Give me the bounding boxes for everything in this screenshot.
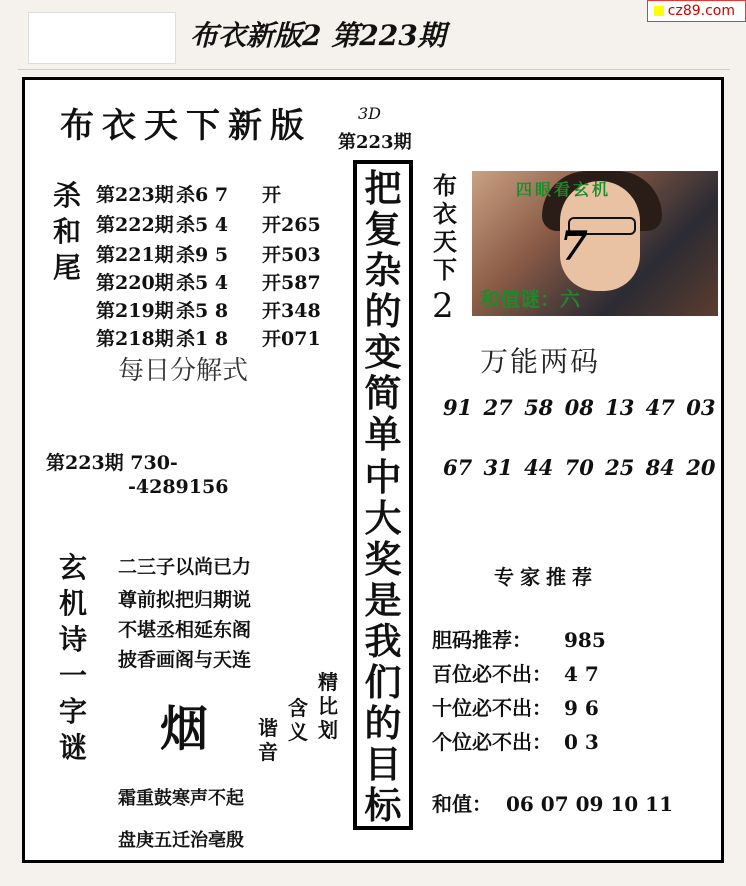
- kill-row: 第220期 杀5 4 开587: [96, 272, 321, 294]
- slogan-char: 单: [364, 412, 402, 456]
- stat-row: 胆码推荐： 985: [432, 628, 606, 652]
- site-badge[interactable]: [647, 0, 746, 22]
- kill-row: 第221期 杀9 5 开503: [96, 244, 321, 266]
- site-name: cz89.com: [667, 3, 735, 19]
- slogan-char: 的: [364, 289, 402, 333]
- stat-row: 百位必不出： 4 7: [432, 662, 599, 686]
- divider: [18, 69, 730, 70]
- poem-label: 玄机诗一字谜: [58, 551, 87, 764]
- title-superscript: 3D: [358, 104, 382, 123]
- two-code-title: 万能两码: [480, 345, 601, 378]
- expert-title: 专家推荐: [494, 565, 598, 589]
- header-logo-box: [28, 12, 176, 64]
- stat-row: 十位必不出： 9 6: [432, 696, 599, 720]
- photo-hint: 和值谜：六: [480, 287, 580, 311]
- slogan-char: 奖: [364, 537, 402, 581]
- site-square-icon: [654, 6, 664, 16]
- decomp-line: 第223期 730-: [46, 452, 178, 474]
- issue-label: 第223期: [338, 132, 412, 153]
- slogan-char: 大: [364, 496, 402, 540]
- photo-number: 7: [560, 223, 588, 270]
- decomp-line: -4289156: [128, 476, 229, 498]
- photo-panel: [472, 171, 718, 316]
- slogan-char: 把: [364, 166, 402, 210]
- slogan-char: 简: [364, 371, 402, 415]
- slogan-char: 们: [364, 660, 402, 704]
- slogan-char: 标: [364, 783, 402, 827]
- poem-line: 二三子以尚已力: [118, 556, 252, 578]
- kill-row: 第222期 杀5 4 开265: [96, 214, 321, 236]
- side-number: 2: [432, 286, 454, 326]
- codes-row: 91 27 58 08 13 47 03: [443, 395, 716, 420]
- side-label: 布衣天下: [433, 171, 457, 284]
- hint-homophone: 谐音: [258, 716, 278, 764]
- poem-line: 披香画阁与天连: [118, 649, 252, 671]
- stat-row: 个位必不出： 0 3: [432, 730, 599, 754]
- riddle-char: 烟: [160, 701, 209, 757]
- codes-row: 67 31 44 70 25 84 20: [443, 455, 716, 480]
- slogan-char: 杂: [364, 248, 402, 292]
- hint-meaning: 含义: [288, 696, 308, 744]
- slogan-char: 我: [364, 619, 402, 663]
- verse-line: 霜重鼓寒声不起: [118, 788, 244, 809]
- poem-line: 不堪丞相延东阁: [118, 619, 252, 641]
- hint-strokes: 精比划: [318, 670, 338, 742]
- slogan-char: 的: [364, 701, 402, 745]
- page-title: 布衣新版2 第223期: [190, 19, 446, 52]
- kill-label: 杀和尾: [52, 179, 81, 284]
- slogan-char: 目: [364, 742, 402, 786]
- main-title: 布衣天下新版: [60, 106, 312, 146]
- slogan-char: 是: [364, 578, 402, 622]
- daily-title: 每日分解式: [118, 356, 249, 386]
- slogan-char: 中: [364, 455, 402, 499]
- photo-caption: 四眼看玄机: [516, 180, 612, 199]
- verse-line: 盘庚五迁治亳殷: [118, 830, 244, 851]
- slogan-char: 复: [364, 207, 402, 251]
- stat-row: 和值： 06 07 09 10 11: [432, 792, 674, 816]
- kill-row: 第219期 杀5 8 开348: [96, 300, 321, 322]
- kill-row: 第218期 杀1 8 开071: [96, 328, 321, 350]
- slogan-box: [353, 160, 413, 830]
- kill-row: 第223期 杀6 7 开: [96, 184, 282, 206]
- slogan-char: 变: [364, 330, 402, 374]
- poem-line: 尊前拟把归期说: [118, 589, 252, 611]
